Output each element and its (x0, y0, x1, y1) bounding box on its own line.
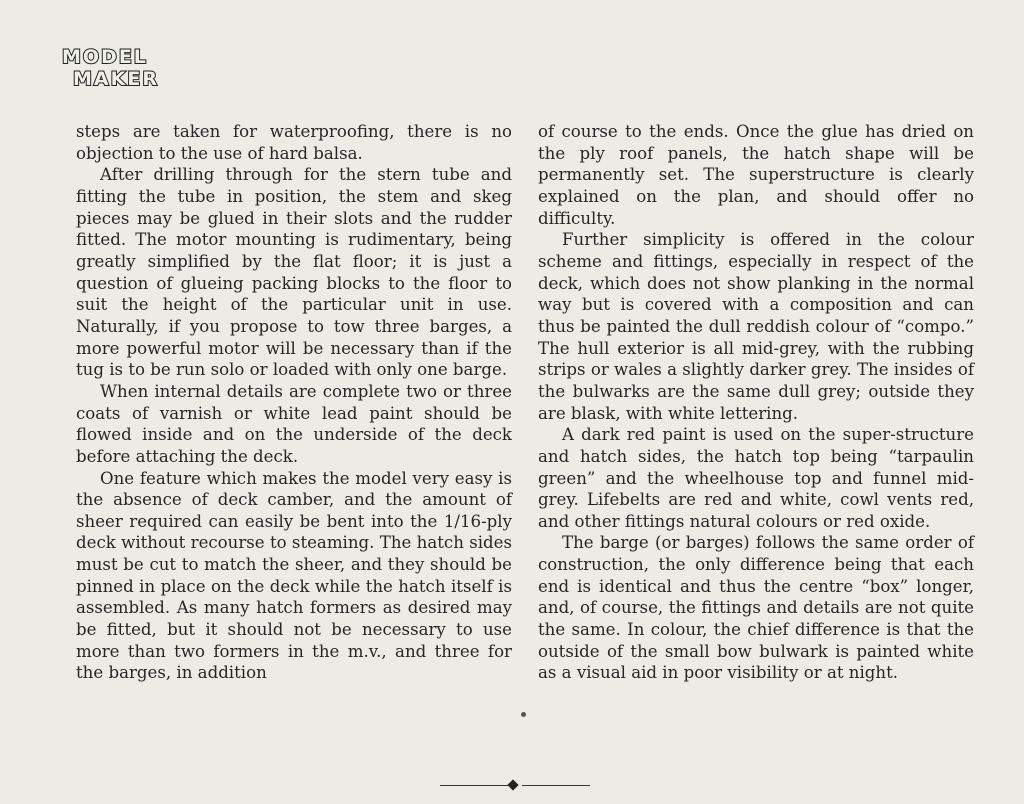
paragraph: When internal details are complete two or three coats of varnish or white lead paint should be flowed inside and on the underside of the deck before attaching the deck. (76, 381, 512, 466)
logo-line-model: MODEL (62, 46, 148, 68)
print-speck (521, 712, 526, 717)
footer-ornament (440, 780, 590, 792)
paragraph: After drilling through for the stern tube and fitting the tube in position, the stem and skeg pieces may be glued in their slots and the rudder fitted. The motor mounting is rudimentary, being greatly simplified by the flat floor; it is just a question of glueing packing blocks to the floor to suit the height of the particular unit in use. Naturally, if you propose to tow three barges, a more powerful motor will be necessary than if the tug is to be run solo or loaded with only one barge. (76, 165, 512, 380)
ornament-rule-left (440, 785, 508, 786)
paragraph: Further simplicity is offered in the colour scheme and fittings, especially in respect of the deck, which does not show planking in the normal way but is covered with a composition and can thus be painted the dull reddish colour of “compo.” The hull exterior is all mid-grey, with the rubbing strips or wales a slightly darker grey. The insides of the bulwarks are the same dull grey; outside they are blask, with white lettering. (538, 230, 974, 423)
paragraph: The barge (or barges) follows the same order of construction, the only difference being that each end is identical and thus the centre “box” longer, and, of course, the fittings and details are not quite the same. In colour, the chief difference is that the outside of the small bow bulwark is painted white as a visual aid in poor visibility or at night. (538, 533, 974, 683)
left-text-column (76, 121, 512, 684)
paragraph: steps are taken for waterproofing, there is no objection to the use of hard balsa. (76, 122, 512, 163)
logo-line-maker: MAKER (73, 68, 159, 90)
paragraph: of course to the ends. Once the glue has dried on the ply roof panels, the hatch shape will be permanently set. The superstructure is clearly explained on the plan, and should offer no difficulty. (538, 122, 974, 228)
paragraph: One feature which makes the model very easy is the absence of deck camber, and the amount of sheer required can easily be bent into the 1/16-ply deck without recourse to steaming. The hatch sides must be cut to match the sheer, and they should be pinned in place on the deck while the hatch itself is assembled. As many hatch formers as desired may be fitted, but it should not be necessary to use more than two formers in the m.v., and three for the barges, in addition (76, 468, 512, 683)
magazine-logo (62, 45, 182, 95)
ornament-rule-right (522, 785, 590, 786)
diamond-icon (507, 779, 518, 790)
paragraph: A dark red paint is used on the super-structure and hatch sides, the hatch top being “tarpaulin green” and the wheelhouse top and funnel mid-grey. Lifebelts are red and white, cowl vents red, and other fittings natural colours or red oxide. (538, 425, 974, 531)
right-text-column (538, 121, 974, 684)
